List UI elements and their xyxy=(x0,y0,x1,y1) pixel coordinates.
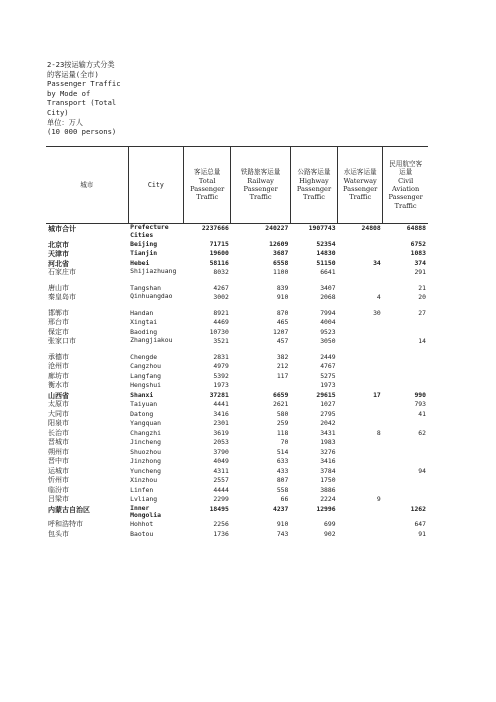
city-name-en: Hebei xyxy=(130,258,150,267)
city-name-zh: 朔州市 xyxy=(48,447,69,456)
aviation-passenger-value: 6752 xyxy=(410,239,426,248)
waterway-passenger-value xyxy=(338,362,383,372)
aviation-passenger-value xyxy=(383,318,428,328)
city-name-zh: 廊坊市 xyxy=(48,371,69,380)
railway-passenger-value: 910 xyxy=(276,293,289,301)
city-name-en: Shanxi xyxy=(130,390,154,399)
aviation-passenger-value xyxy=(383,495,428,505)
city-name-zh: 晋城市 xyxy=(48,438,69,446)
railway-passenger-value: 12609 xyxy=(269,239,289,248)
header-line: Traffic xyxy=(249,193,272,202)
header-line: Traffic xyxy=(196,193,219,202)
aviation-passenger-value xyxy=(383,328,428,338)
city-name-zh: 呼和浩特市 xyxy=(48,520,83,528)
railway-passenger-value: 910 xyxy=(276,520,289,528)
total-passenger-value: 3521 xyxy=(213,337,229,345)
railway-passenger-value: 117 xyxy=(276,371,289,380)
aviation-passenger-value: 990 xyxy=(414,390,426,399)
region-row xyxy=(46,259,428,269)
aviation-passenger-value: 21 xyxy=(418,283,426,292)
city-name-en: Xinzhou xyxy=(130,476,158,484)
header-line: Traffic xyxy=(394,201,417,210)
railway-passenger-value: 558 xyxy=(276,485,289,494)
city-name-zh: 石家庄市 xyxy=(48,268,76,276)
railway-passenger-value: 633 xyxy=(276,457,289,465)
highway-passenger-value: 3431 xyxy=(320,428,336,437)
aviation-passenger-value xyxy=(383,448,428,458)
total-passenger-value: 5392 xyxy=(213,371,229,380)
highway-passenger-value: 3416 xyxy=(320,457,336,465)
waterway-passenger-value xyxy=(338,353,383,363)
city-name-en: Yangquan xyxy=(130,419,161,427)
city-name-zh: 衡水市 xyxy=(48,381,69,389)
railway-passenger-value: 457 xyxy=(276,337,289,345)
caption-line: by Mode of xyxy=(47,88,91,98)
total-passenger-value: 3002 xyxy=(213,293,229,301)
railway-passenger-value: 1207 xyxy=(272,327,289,336)
total-passenger-value: 71715 xyxy=(209,239,229,248)
aviation-passenger-value: 91 xyxy=(418,529,426,538)
city-name-en: Inner Mongolia xyxy=(130,503,161,520)
header-line: Traffic xyxy=(302,193,325,202)
highway-passenger-value: 3050 xyxy=(320,337,336,345)
header-line: Civil xyxy=(398,176,414,185)
aviation-passenger-value xyxy=(383,486,428,496)
aviation-passenger-value: 64888 xyxy=(406,224,426,232)
waterway-passenger-value xyxy=(338,419,383,429)
city-name-zh: 张家口市 xyxy=(48,337,76,345)
railway-passenger-value: 3687 xyxy=(272,249,289,257)
waterway-passenger-value xyxy=(338,520,383,530)
header-line: Passenger xyxy=(296,185,332,193)
header-line: 民用航空客 xyxy=(389,159,423,168)
highway-passenger-value: 1027 xyxy=(320,400,336,408)
header-line: Waterway xyxy=(343,176,377,185)
header-line: Highway xyxy=(299,176,329,185)
city-name-en: Chengde xyxy=(130,352,158,361)
railway-passenger-value: 433 xyxy=(276,466,289,475)
aviation-passenger-value: 20 xyxy=(418,293,426,301)
table-row xyxy=(46,429,428,439)
caption-line: 单位：万人 xyxy=(47,117,83,127)
city-name-zh: 运城市 xyxy=(48,466,69,475)
highway-passenger-value: 6641 xyxy=(320,268,336,276)
city-name-zh: 保定市 xyxy=(48,327,69,336)
table-row xyxy=(46,309,428,319)
city-name-zh: 邯郸市 xyxy=(48,308,69,317)
highway-passenger-value: 699 xyxy=(324,520,336,528)
header-line: City xyxy=(147,180,164,189)
highway-passenger-value: 2068 xyxy=(320,293,336,301)
aviation-passenger-value: 62 xyxy=(418,428,426,437)
railway-passenger-value: 2621 xyxy=(272,400,289,408)
railway-passenger-value: 1100 xyxy=(272,268,289,276)
waterway-passenger-value xyxy=(338,240,383,250)
railway-passenger-value: 118 xyxy=(276,428,289,437)
aviation-passenger-value: 1262 xyxy=(410,504,426,513)
total-passenger-value: 2557 xyxy=(213,476,229,484)
header-aviation xyxy=(383,147,428,224)
region-row xyxy=(46,249,428,259)
caption-line: Transport (Total xyxy=(47,98,117,108)
city-name-en: Qinhuangdao xyxy=(130,292,173,300)
city-name-en: Langfang xyxy=(130,371,161,380)
region-row xyxy=(46,505,428,521)
total-passenger-value: 2256 xyxy=(213,520,229,528)
aviation-passenger-value: 14 xyxy=(418,337,426,345)
railway-passenger-value: 514 xyxy=(276,447,289,456)
waterway-passenger-value xyxy=(338,505,383,521)
total-passenger-value: 4979 xyxy=(213,362,229,370)
table-row xyxy=(46,372,428,382)
waterway-passenger-value xyxy=(338,530,383,540)
header-railway xyxy=(231,147,291,224)
railway-passenger-value: 743 xyxy=(276,529,289,538)
city-name-en: Zhangjiakou xyxy=(130,336,173,344)
city-name-zh: 唐山市 xyxy=(48,283,69,292)
caption-line: City) xyxy=(47,107,69,117)
highway-passenger-value: 2449 xyxy=(320,352,336,361)
city-name-zh: 吕梁市 xyxy=(48,495,69,503)
total-passenger-value: 10730 xyxy=(209,327,229,336)
city-name-zh: 内蒙古自治区 xyxy=(48,504,90,514)
caption-line: 的客运量(全市) xyxy=(47,69,99,79)
aviation-passenger-value xyxy=(383,419,428,429)
city-name-zh: 阳泉市 xyxy=(48,419,69,427)
railway-passenger-value: 70 xyxy=(280,438,289,446)
header-highway xyxy=(290,147,337,224)
city-name-en: Yuncheng xyxy=(130,466,161,475)
aviation-passenger-value: 27 xyxy=(418,308,426,317)
total-passenger-value: 4444 xyxy=(213,485,229,494)
waterway-passenger-value xyxy=(338,249,383,259)
aviation-passenger-value: 793 xyxy=(414,400,426,408)
highway-passenger-value: 52354 xyxy=(316,239,336,248)
waterway-passenger-value xyxy=(338,268,383,284)
waterway-passenger-value xyxy=(338,457,383,467)
header-line: Total xyxy=(198,176,216,185)
city-name-en: Shuozhou xyxy=(130,447,161,456)
table-row xyxy=(46,530,428,540)
city-name-zh: 河北省 xyxy=(48,258,69,268)
city-name-en: Cangzhou xyxy=(130,362,161,370)
city-name-en: Datong xyxy=(130,409,154,418)
total-passenger-value: 4441 xyxy=(213,400,229,408)
aviation-passenger-value xyxy=(383,381,428,391)
header-line: 水运客运量 xyxy=(343,168,377,177)
city-name-en: Handan xyxy=(130,308,154,317)
caption-line: 2-23按运输方式分类 xyxy=(47,60,115,69)
waterway-passenger-value xyxy=(338,381,383,391)
total-passenger-value: 58116 xyxy=(209,258,229,267)
railway-passenger-value: 240227 xyxy=(265,224,289,232)
highway-passenger-value: 1973 xyxy=(320,381,336,389)
aviation-passenger-value: 647 xyxy=(414,520,426,528)
city-name-en: Shijiazhuang xyxy=(130,267,177,275)
railway-passenger-value: 259 xyxy=(276,419,289,427)
table-row xyxy=(46,318,428,328)
header-line: 城市 xyxy=(80,180,94,189)
total-passenger-value: 1736 xyxy=(213,529,229,538)
aviation-passenger-value xyxy=(383,457,428,467)
waterway-passenger-value xyxy=(338,438,383,448)
header-line: Railway xyxy=(247,176,274,185)
railway-passenger-value: 839 xyxy=(276,283,289,292)
aviation-passenger-value: 41 xyxy=(418,409,426,418)
total-passenger-value: 3416 xyxy=(213,409,229,418)
city-name-en: Lvliang xyxy=(130,495,158,503)
city-name-zh: 沧州市 xyxy=(48,362,69,370)
waterway-passenger-value xyxy=(338,328,383,338)
city-name-en: Xingtai xyxy=(130,318,158,326)
waterway-passenger-value: 17 xyxy=(373,390,381,399)
waterway-passenger-value xyxy=(338,372,383,382)
header-line: 铁路旅客运量 xyxy=(240,168,281,177)
city-name-en: Baotou xyxy=(130,529,154,538)
city-name-en: Beijing xyxy=(130,239,158,248)
highway-passenger-value: 51150 xyxy=(316,258,336,267)
header-waterway xyxy=(338,147,383,224)
aviation-passenger-value: 1083 xyxy=(410,249,426,257)
table-row xyxy=(46,268,428,284)
highway-passenger-value: 9523 xyxy=(320,327,336,336)
region-row xyxy=(46,240,428,250)
header-line: Passenger xyxy=(388,193,423,202)
header-line: 公路客运量 xyxy=(297,168,331,177)
railway-passenger-value: 465 xyxy=(276,318,289,326)
highway-passenger-value: 1983 xyxy=(320,438,336,446)
header-line: Aviation xyxy=(392,185,420,193)
city-name-zh: 邢台市 xyxy=(48,318,69,326)
highway-passenger-value: 2042 xyxy=(320,419,336,427)
total-passenger-value: 2237666 xyxy=(201,224,229,232)
caption-line: Passenger Traffic xyxy=(47,79,121,89)
railway-passenger-value: 212 xyxy=(276,362,289,370)
railway-passenger-value: 6558 xyxy=(272,258,289,267)
aviation-passenger-value: 94 xyxy=(418,466,426,475)
city-name-zh: 承德市 xyxy=(48,352,69,361)
table-row xyxy=(46,284,428,294)
total-passenger-value: 18495 xyxy=(209,504,229,513)
city-name-en: Jinzhong xyxy=(130,457,161,465)
city-name-zh: 秦皇岛市 xyxy=(48,293,76,301)
highway-passenger-value: 2224 xyxy=(320,495,336,503)
table-row xyxy=(46,495,428,505)
highway-passenger-value: 29615 xyxy=(316,390,336,399)
table-row xyxy=(46,381,428,391)
total-passenger-value: 37281 xyxy=(209,390,229,399)
table-row xyxy=(46,448,428,458)
table-row xyxy=(46,419,428,429)
city-name-en: Taiyuan xyxy=(130,400,158,408)
city-name-zh: 大同市 xyxy=(48,409,69,418)
city-name-en: Changzhi xyxy=(130,428,161,437)
aviation-passenger-value xyxy=(383,362,428,372)
total-passenger-value: 2299 xyxy=(213,495,229,503)
waterway-passenger-value xyxy=(338,318,383,328)
waterway-passenger-value xyxy=(338,410,383,420)
passenger-traffic-table xyxy=(46,146,428,539)
table-row xyxy=(46,410,428,420)
railway-passenger-value xyxy=(231,381,291,391)
total-passenger-value: 2301 xyxy=(213,419,229,427)
table-row xyxy=(46,293,428,309)
highway-passenger-value: 1750 xyxy=(320,476,336,484)
railway-passenger-value: 382 xyxy=(276,352,289,361)
city-name-en: Jincheng xyxy=(130,438,161,446)
total-passenger-value: 8032 xyxy=(213,268,229,276)
table-row xyxy=(46,457,428,467)
header-line: 运量 xyxy=(399,168,413,177)
city-name-zh: 包头市 xyxy=(48,529,69,538)
table-row xyxy=(46,328,428,338)
waterway-passenger-value: 34 xyxy=(373,258,381,267)
total-passenger-value: 4311 xyxy=(213,466,229,475)
highway-passenger-value: 3276 xyxy=(320,447,336,456)
header-city-en xyxy=(128,147,183,224)
railway-passenger-value: 4237 xyxy=(272,504,289,513)
city-name-zh: 晋中市 xyxy=(48,457,69,465)
table-row xyxy=(46,400,428,410)
waterway-passenger-value xyxy=(338,486,383,496)
waterway-passenger-value: 30 xyxy=(373,308,381,317)
table-row xyxy=(46,337,428,353)
total-passenger-value: 2831 xyxy=(213,352,229,361)
aviation-passenger-value: 291 xyxy=(414,268,426,276)
aviation-passenger-value xyxy=(383,476,428,486)
highway-passenger-value: 5275 xyxy=(320,371,336,380)
waterway-passenger-value xyxy=(338,337,383,353)
city-name-zh: 北京市 xyxy=(48,239,69,249)
waterway-passenger-value xyxy=(338,284,383,294)
waterway-passenger-value xyxy=(338,476,383,486)
highway-passenger-value: 3407 xyxy=(320,283,336,292)
header-total xyxy=(184,147,231,224)
header-line: Traffic xyxy=(349,193,372,202)
highway-passenger-value: 3886 xyxy=(320,485,336,494)
highway-passenger-value: 12996 xyxy=(316,504,336,513)
table-row xyxy=(46,438,428,448)
table-caption xyxy=(47,60,137,137)
table-row xyxy=(46,467,428,477)
city-name-zh: 长治市 xyxy=(48,428,69,437)
city-name-zh: 太原市 xyxy=(48,400,69,408)
header-line: Passenger xyxy=(243,185,278,193)
header-city-zh xyxy=(46,147,128,224)
total-passenger-value: 4469 xyxy=(213,318,229,326)
total-passenger-value: 2053 xyxy=(213,438,229,446)
city-name-en: Tianjin xyxy=(130,249,158,257)
waterway-passenger-value: 8 xyxy=(376,428,381,437)
header-line: Passenger xyxy=(343,185,378,193)
highway-passenger-value: 1907743 xyxy=(308,224,336,232)
city-name-zh: 天津市 xyxy=(48,249,69,258)
total-passenger-value: 4267 xyxy=(213,283,229,292)
waterway-passenger-value xyxy=(338,400,383,410)
waterway-passenger-value xyxy=(338,467,383,477)
city-name-zh: 山西省 xyxy=(48,390,69,400)
header-line: Passenger xyxy=(190,185,225,193)
region-row xyxy=(46,224,428,240)
waterway-passenger-value: 24808 xyxy=(361,224,381,232)
highway-passenger-value: 902 xyxy=(324,529,336,538)
waterway-passenger-value: 9 xyxy=(376,495,381,503)
table-row xyxy=(46,362,428,372)
highway-passenger-value: 7994 xyxy=(320,308,336,317)
railway-passenger-value: 870 xyxy=(276,308,289,317)
highway-passenger-value: 4004 xyxy=(320,318,336,326)
table-row xyxy=(46,476,428,486)
header-line: 客运总量 xyxy=(194,168,221,177)
railway-passenger-value: 580 xyxy=(276,409,289,418)
aviation-passenger-value xyxy=(383,372,428,382)
city-name-en: Prefecture Cities xyxy=(130,223,169,239)
total-passenger-value: 1973 xyxy=(213,381,229,389)
city-name-en: Hohhot xyxy=(130,520,154,528)
aviation-passenger-value: 374 xyxy=(414,258,426,267)
table-row xyxy=(46,486,428,496)
city-name-en: Linfen xyxy=(130,485,154,494)
total-passenger-value: 3790 xyxy=(213,447,229,456)
city-name-en: Hengshui xyxy=(130,381,161,389)
highway-passenger-value: 4767 xyxy=(320,362,336,370)
railway-passenger-value: 807 xyxy=(276,476,289,484)
waterway-passenger-value: 4 xyxy=(376,293,381,301)
total-passenger-value: 19600 xyxy=(209,249,229,257)
total-passenger-value: 3619 xyxy=(213,428,229,437)
caption-line: (10 000 persons) xyxy=(47,127,117,137)
highway-passenger-value: 3784 xyxy=(320,466,336,475)
city-name-zh: 城市合计 xyxy=(48,224,76,233)
total-passenger-value: 4049 xyxy=(213,457,229,465)
header-row xyxy=(46,147,428,224)
aviation-passenger-value xyxy=(383,353,428,363)
aviation-passenger-value xyxy=(383,438,428,448)
city-name-en: Tangshan xyxy=(130,283,161,292)
railway-passenger-value: 6659 xyxy=(272,390,289,399)
table-row xyxy=(46,353,428,363)
highway-passenger-value: 14830 xyxy=(316,249,336,257)
city-name-zh: 忻州市 xyxy=(48,476,69,484)
waterway-passenger-value xyxy=(338,448,383,458)
city-name-zh: 临汾市 xyxy=(48,485,69,494)
table-row xyxy=(46,520,428,530)
region-row xyxy=(46,391,428,401)
highway-passenger-value: 2795 xyxy=(320,409,336,418)
railway-passenger-value: 66 xyxy=(280,495,289,503)
city-name-en: Baoding xyxy=(130,327,158,336)
total-passenger-value: 8921 xyxy=(213,308,229,317)
